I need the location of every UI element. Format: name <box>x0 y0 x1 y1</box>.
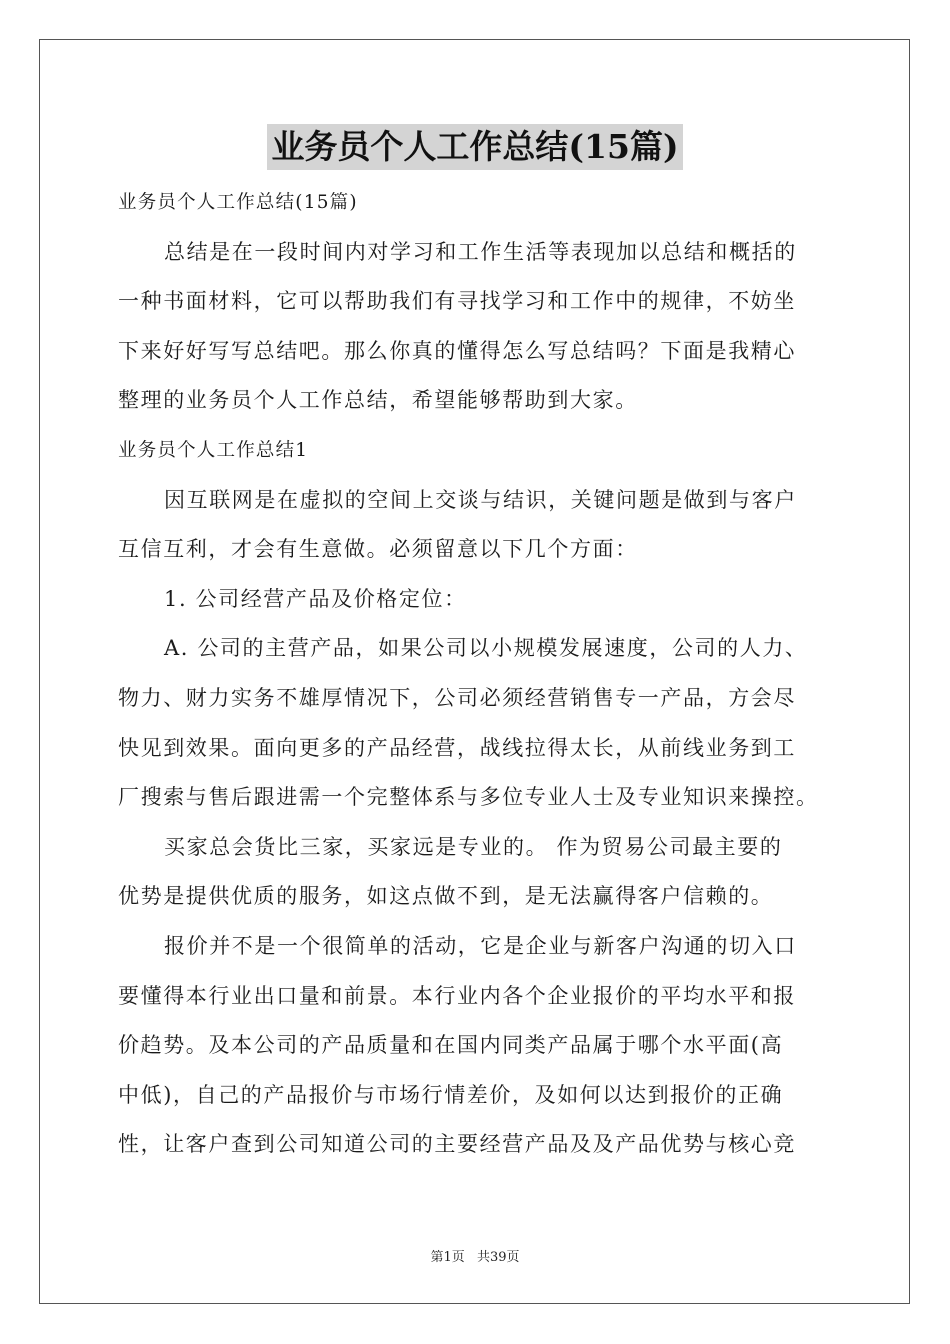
page-footer <box>0 1246 950 1265</box>
title-area <box>0 124 950 170</box>
text-line: 互信互利，才会有生意做。必须留意以下几个方面： <box>118 537 638 562</box>
text-line: 总结是在一段时间内对学习和工作生活等表现加以总结和概括的 <box>164 239 797 264</box>
text-line: 快见到效果。面向更多的产品经营，战线拉得太长，从前线业务到工 <box>118 735 796 760</box>
text-line: 1. 公司经营产品及价格定位： <box>164 586 467 611</box>
text-line: 报价并不是一个很简单的活动，它是企业与新客户沟通的切入口 <box>164 933 797 958</box>
text-line: 要懂得本行业出口量和前景。本行业内各个企业报价的平均水平和报 <box>118 983 796 1008</box>
text-line: 价趋势。及本公司的产品质量和在国内同类产品属于哪个水平面(高 <box>118 1033 784 1058</box>
document-body <box>118 178 840 1170</box>
text-line: 整理的业务员个人工作总结，希望能够帮助到大家。 <box>118 388 638 413</box>
document-title: 业务员个人工作总结(15篇) <box>267 124 682 170</box>
text-line: 因互联网是在虚拟的空间上交谈与结识，关键问题是做到与客户 <box>164 487 797 512</box>
text-line: 业务员个人工作总结1 <box>118 439 309 461</box>
text-line: 中低)，自己的产品报价与市场行情差价，及如何以达到报价的正确 <box>118 1082 784 1107</box>
text-line: 下来好好写写总结吧。那么你真的懂得怎么写总结吗？下面是我精心 <box>118 338 796 363</box>
text-line: 一种书面材料，它可以帮助我们有寻找学习和工作中的规律，不妨坐 <box>118 289 796 314</box>
page-number: 第1页 <box>430 1250 465 1265</box>
text-line: 性，让客户查到公司知道公司的主要经营产品及及产品优势与核心竞 <box>118 1132 796 1157</box>
text-line: 业务员个人工作总结(15篇) <box>118 192 358 213</box>
page-total: 共39页 <box>476 1250 520 1265</box>
text-line: 买家总会货比三家，买家远是专业的。 作为贸易公司最主要的 <box>164 834 783 859</box>
text-line: 厂搜索与售后跟进需一个完整体系与多位专业人士及专业知识来操控。 <box>118 785 819 810</box>
text-line: 优势是提供优质的服务，如这点做不到，是无法赢得客户信赖的。 <box>118 884 774 909</box>
text-line: 物力、财力实务不雄厚情况下，公司必须经营销售专一产品，方会尽 <box>118 685 796 710</box>
text-line: A. 公司的主营产品，如果公司以小规模发展速度，公司的人力、 <box>164 636 808 661</box>
